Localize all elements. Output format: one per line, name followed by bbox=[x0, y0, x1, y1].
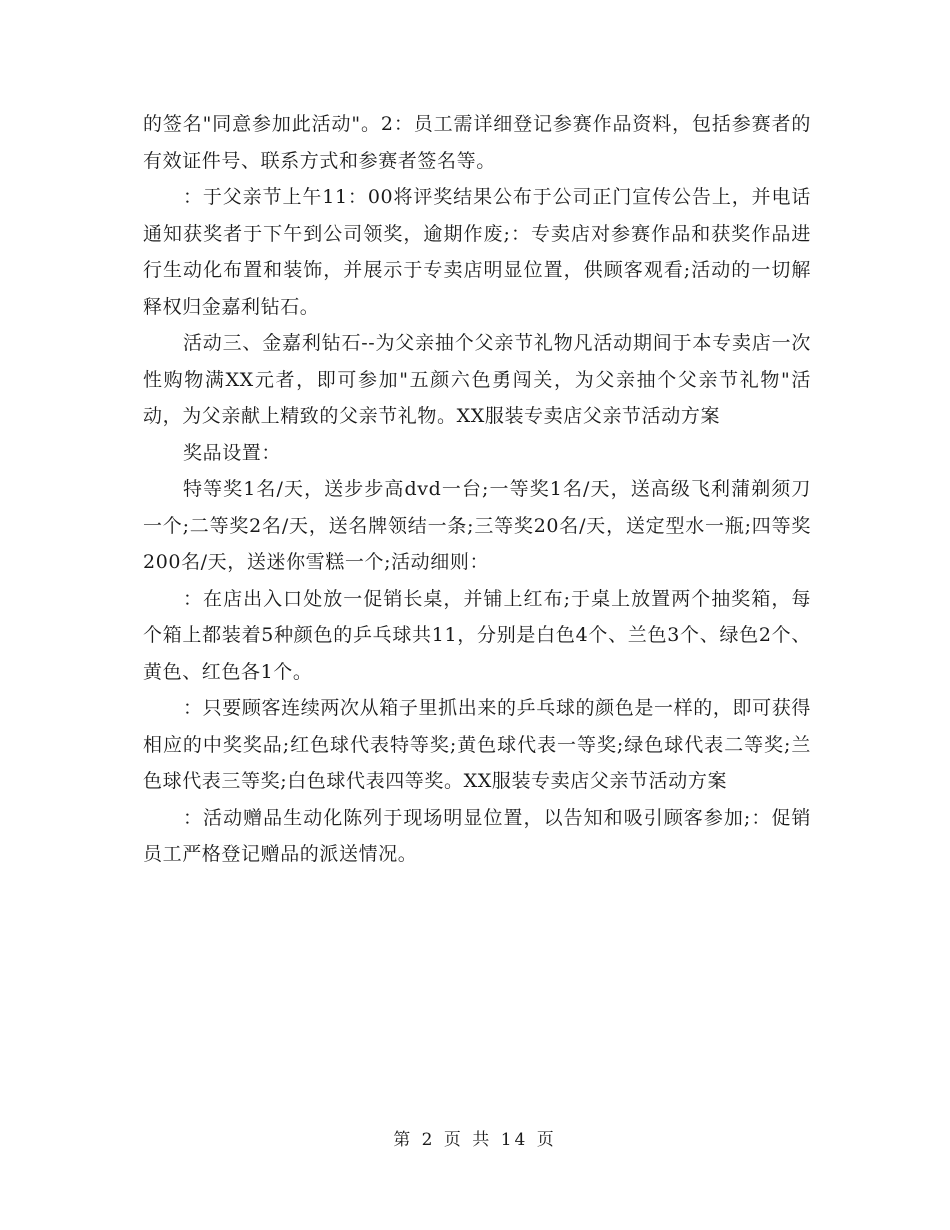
document-body bbox=[143, 106, 811, 873]
paragraph-prize-list: 特等奖1名/天，送步步高dvd一台;一等奖1名/天，送高级飞利蒲剃须刀一个;二等奖2名/天，送名牌领结一条;三等奖20名/天，送定型水一瓶;四等奖200名/天，送迷你雪糕一个;活动细则： bbox=[143, 478, 811, 573]
paragraph-activity-three: 活动三、金嘉利钻石--为父亲抽个父亲节礼物凡活动期间于本专卖店一次性购物满XX元者，即可参加"五颜六色勇闯关，为父亲抽个父亲节礼物"活动，为父亲献上精致的父亲节礼物。XX服装专卖店父亲节活动方案 bbox=[143, 332, 811, 427]
paragraph-prize-settings-heading: 奖品设置： bbox=[183, 441, 282, 464]
paragraph-signature-registration: 的签名"同意参加此活动"。2：员工需详细登记参赛作品资料，包括参赛者的有效证件号、联系方式和参赛者签名等。 bbox=[143, 113, 811, 172]
page-number-footer: 第 2 页 共 14 页 bbox=[393, 1130, 557, 1150]
paragraph-results-announcement: ：于父亲节上午11：00将评奖结果公布于公司正门宣传公告上，并电话通知获奖者于下午到公司领奖，逾期作废;：专卖店对参赛作品和获奖作品进行生动化布置和装饰，并展示于专卖店明显位置，供顾客观看;活动的一切解释权归金嘉利钻石。 bbox=[143, 186, 811, 318]
paragraph-lottery-setup: ：在店出入口处放一促销长桌，并铺上红布;于桌上放置两个抽奖箱，每个箱上都装着5种颜色的乒乓球共11，分别是白色4个、兰色3个、绿色2个、黄色、红色各1个。 bbox=[143, 587, 811, 683]
paragraph-gift-display: ：活动赠品生动化陈列于现场明显位置，以告知和吸引顾客参加;：促销员工严格登记赠品的派送情况。 bbox=[143, 806, 811, 865]
paragraph-winning-rules: ：只要顾客连续两次从箱子里抓出来的乒乓球的颜色是一样的，即可获得相应的中奖奖品;红色球代表特等奖;黄色球代表一等奖;绿色球代表二等奖;兰色球代表三等奖;白色球代表四等奖。XX服装专卖店父亲节活动方案 bbox=[143, 697, 811, 792]
